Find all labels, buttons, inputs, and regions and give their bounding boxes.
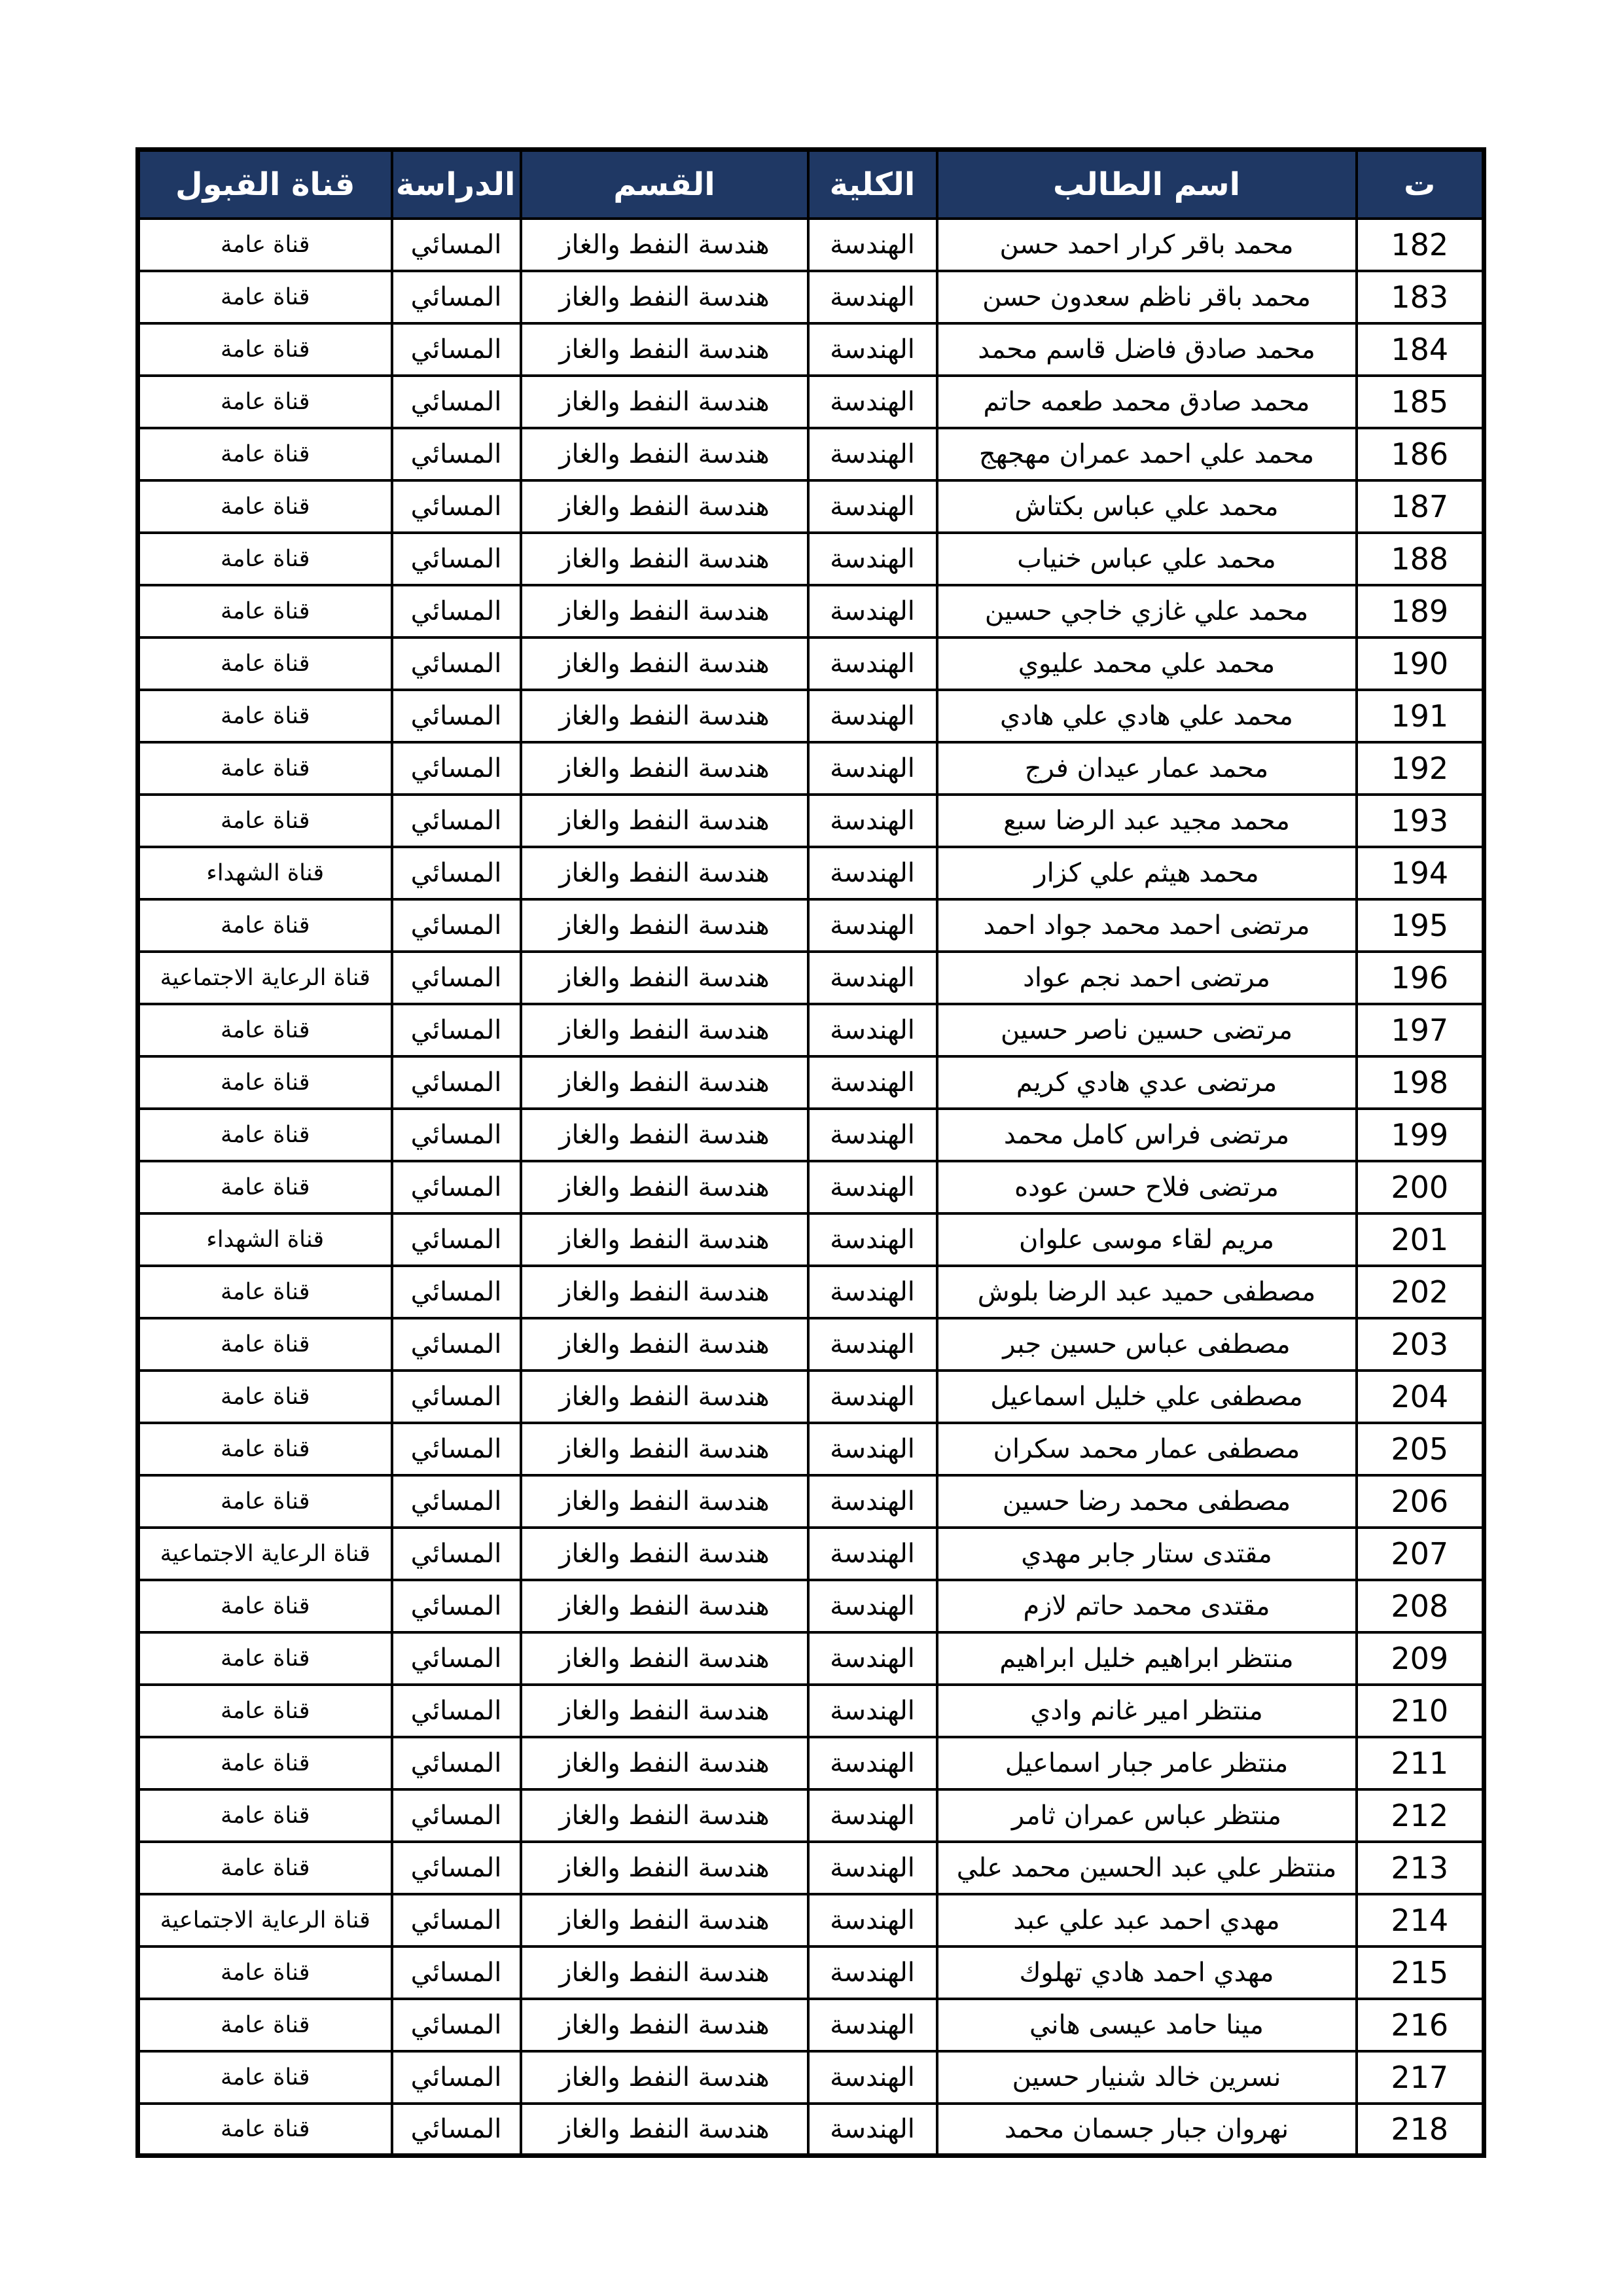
cell-admission-channel: قناة عامة [138, 1004, 392, 1056]
cell-department: هندسة النفط والغاز [521, 1580, 808, 1632]
cell-admission-channel: قناة عامة [138, 1371, 392, 1423]
cell-serial: 204 [1357, 1371, 1484, 1423]
cell-serial: 186 [1357, 428, 1484, 480]
cell-study-type: المسائي [392, 1894, 521, 1946]
cell-serial: 218 [1357, 2104, 1484, 2156]
cell-study-type: المسائي [392, 533, 521, 585]
cell-department: هندسة النفط والغاز [521, 899, 808, 952]
cell-student-name: مرتضى احمد نجم عواد [937, 952, 1357, 1004]
table-row [138, 1528, 1484, 1580]
cell-study-type: المسائي [392, 1266, 521, 1318]
header-cell-admission-channel: قناة القبول [138, 150, 392, 219]
cell-student-name: محمد عمار عيدان فرج [937, 742, 1357, 795]
cell-study-type: المسائي [392, 1737, 521, 1789]
cell-department: هندسة النفط والغاز [521, 2051, 808, 2104]
cell-admission-channel: قناة عامة [138, 1580, 392, 1632]
cell-student-name: محمد علي عباس خنياب [937, 533, 1357, 585]
table-row [138, 1632, 1484, 1685]
cell-college: الهندسة [808, 428, 937, 480]
table-header-row [138, 150, 1484, 219]
cell-serial: 185 [1357, 376, 1484, 428]
cell-department: هندسة النفط والغاز [521, 219, 808, 271]
cell-admission-channel: قناة عامة [138, 899, 392, 952]
cell-serial: 183 [1357, 271, 1484, 323]
cell-serial: 198 [1357, 1056, 1484, 1109]
cell-student-name: محمد علي احمد عمران مهجهج [937, 428, 1357, 480]
cell-department: هندسة النفط والغاز [521, 690, 808, 742]
cell-serial: 203 [1357, 1318, 1484, 1371]
cell-study-type: المسائي [392, 1213, 521, 1266]
cell-student-name: مريم لقاء موسى علوان [937, 1213, 1357, 1266]
table-row [138, 1946, 1484, 1999]
table-row [138, 1894, 1484, 1946]
cell-serial: 194 [1357, 847, 1484, 899]
cell-college: الهندسة [808, 1109, 937, 1161]
table-row [138, 271, 1484, 323]
cell-serial: 207 [1357, 1528, 1484, 1580]
cell-study-type: المسائي [392, 1580, 521, 1632]
cell-serial: 205 [1357, 1423, 1484, 1475]
cell-department: هندسة النفط والغاز [521, 1109, 808, 1161]
cell-college: الهندسة [808, 1266, 937, 1318]
cell-study-type: المسائي [392, 1632, 521, 1685]
cell-study-type: المسائي [392, 1109, 521, 1161]
cell-department: هندسة النفط والغاز [521, 1946, 808, 1999]
cell-study-type: المسائي [392, 2051, 521, 2104]
cell-study-type: المسائي [392, 376, 521, 428]
cell-college: الهندسة [808, 637, 937, 690]
cell-admission-channel: قناة عامة [138, 1056, 392, 1109]
cell-student-name: محمد هيثم علي كزار [937, 847, 1357, 899]
table-row [138, 847, 1484, 899]
cell-serial: 208 [1357, 1580, 1484, 1632]
cell-serial: 191 [1357, 690, 1484, 742]
cell-department: هندسة النفط والغاز [521, 1213, 808, 1266]
cell-admission-channel: قناة الرعاية الاجتماعية [138, 1528, 392, 1580]
students-table-body [138, 219, 1484, 2156]
students-table [135, 147, 1486, 2158]
cell-student-name: منتظر ابراهيم خليل ابراهيم [937, 1632, 1357, 1685]
cell-department: هندسة النفط والغاز [521, 1004, 808, 1056]
cell-admission-channel: قناة عامة [138, 428, 392, 480]
table-row [138, 1318, 1484, 1371]
table-row [138, 428, 1484, 480]
cell-college: الهندسة [808, 376, 937, 428]
cell-college: الهندسة [808, 1423, 937, 1475]
cell-admission-channel: قناة الشهداء [138, 1213, 392, 1266]
cell-college: الهندسة [808, 1999, 937, 2051]
cell-student-name: محمد صادق فاضل قاسم محمد [937, 323, 1357, 376]
cell-college: الهندسة [808, 2104, 937, 2156]
cell-study-type: المسائي [392, 480, 521, 533]
cell-serial: 189 [1357, 585, 1484, 637]
cell-department: هندسة النفط والغاز [521, 1632, 808, 1685]
table-row [138, 1004, 1484, 1056]
cell-department: هندسة النفط والغاز [521, 1475, 808, 1528]
cell-admission-channel: قناة عامة [138, 1737, 392, 1789]
cell-department: هندسة النفط والغاز [521, 1999, 808, 2051]
cell-student-name: محمد صادق محمد طعمه حاتم [937, 376, 1357, 428]
table-row [138, 480, 1484, 533]
table-row [138, 1423, 1484, 1475]
cell-admission-channel: قناة عامة [138, 1109, 392, 1161]
cell-study-type: المسائي [392, 1789, 521, 1842]
cell-serial: 192 [1357, 742, 1484, 795]
table-row [138, 533, 1484, 585]
table-row [138, 1789, 1484, 1842]
cell-serial: 182 [1357, 219, 1484, 271]
cell-study-type: المسائي [392, 271, 521, 323]
table-row [138, 376, 1484, 428]
cell-study-type: المسائي [392, 952, 521, 1004]
cell-college: الهندسة [808, 1842, 937, 1894]
cell-serial: 217 [1357, 2051, 1484, 2104]
header-cell-study: الدراسة [392, 150, 521, 219]
cell-admission-channel: قناة عامة [138, 690, 392, 742]
cell-admission-channel: قناة عامة [138, 1475, 392, 1528]
cell-student-name: مصطفى محمد رضا حسين [937, 1475, 1357, 1528]
cell-college: الهندسة [808, 1789, 937, 1842]
cell-serial: 202 [1357, 1266, 1484, 1318]
cell-admission-channel: قناة عامة [138, 1266, 392, 1318]
cell-study-type: المسائي [392, 1423, 521, 1475]
cell-serial: 193 [1357, 795, 1484, 847]
table-row [138, 1371, 1484, 1423]
cell-study-type: المسائي [392, 1371, 521, 1423]
cell-study-type: المسائي [392, 1161, 521, 1213]
cell-study-type: المسائي [392, 1528, 521, 1580]
table-row [138, 1685, 1484, 1737]
cell-department: هندسة النفط والغاز [521, 1423, 808, 1475]
cell-student-name: مهدي احمد هادي تهلوك [937, 1946, 1357, 1999]
cell-student-name: مصطفى حميد عبد الرضا بلوش [937, 1266, 1357, 1318]
cell-study-type: المسائي [392, 585, 521, 637]
cell-admission-channel: قناة عامة [138, 376, 392, 428]
cell-college: الهندسة [808, 271, 937, 323]
cell-admission-channel: قناة عامة [138, 1318, 392, 1371]
cell-department: هندسة النفط والغاز [521, 428, 808, 480]
cell-college: الهندسة [808, 1056, 937, 1109]
cell-admission-channel: قناة عامة [138, 1423, 392, 1475]
cell-study-type: المسائي [392, 1056, 521, 1109]
cell-student-name: محمد باقر ناظم سعدون حسن [937, 271, 1357, 323]
table-row [138, 690, 1484, 742]
cell-department: هندسة النفط والغاز [521, 1266, 808, 1318]
cell-study-type: المسائي [392, 847, 521, 899]
cell-serial: 209 [1357, 1632, 1484, 1685]
cell-student-name: محمد علي هادي علي هادي [937, 690, 1357, 742]
table-row [138, 2051, 1484, 2104]
cell-admission-channel: قناة الرعاية الاجتماعية [138, 1894, 392, 1946]
cell-student-name: نسرين خالد شنيار حسين [937, 2051, 1357, 2104]
cell-admission-channel: قناة عامة [138, 1999, 392, 2051]
cell-admission-channel: قناة عامة [138, 1946, 392, 1999]
cell-study-type: المسائي [392, 690, 521, 742]
cell-serial: 215 [1357, 1946, 1484, 1999]
cell-study-type: المسائي [392, 742, 521, 795]
cell-serial: 206 [1357, 1475, 1484, 1528]
cell-student-name: مقتدى ستار جابر مهدي [937, 1528, 1357, 1580]
cell-college: الهندسة [808, 480, 937, 533]
cell-department: هندسة النفط والغاز [521, 742, 808, 795]
cell-student-name: محمد علي غازي خاجي حسين [937, 585, 1357, 637]
cell-department: هندسة النفط والغاز [521, 1528, 808, 1580]
cell-serial: 211 [1357, 1737, 1484, 1789]
table-row [138, 219, 1484, 271]
cell-college: الهندسة [808, 1004, 937, 1056]
cell-admission-channel: قناة عامة [138, 1842, 392, 1894]
cell-student-name: مصطفى عمار محمد سكران [937, 1423, 1357, 1475]
table-row [138, 952, 1484, 1004]
cell-student-name: منتظر امير غانم وادي [937, 1685, 1357, 1737]
table-row [138, 1056, 1484, 1109]
cell-college: الهندسة [808, 2051, 937, 2104]
cell-admission-channel: قناة عامة [138, 585, 392, 637]
cell-college: الهندسة [808, 1528, 937, 1580]
cell-college: الهندسة [808, 1894, 937, 1946]
cell-serial: 188 [1357, 533, 1484, 585]
cell-serial: 190 [1357, 637, 1484, 690]
table-row [138, 1161, 1484, 1213]
cell-department: هندسة النفط والغاز [521, 952, 808, 1004]
cell-college: الهندسة [808, 1685, 937, 1737]
cell-college: الهندسة [808, 1946, 937, 1999]
cell-college: الهندسة [808, 1318, 937, 1371]
cell-serial: 184 [1357, 323, 1484, 376]
header-cell-student-name: اسم الطالب [937, 150, 1357, 219]
cell-student-name: مصطفى عباس حسين جبر [937, 1318, 1357, 1371]
cell-serial: 213 [1357, 1842, 1484, 1894]
cell-serial: 200 [1357, 1161, 1484, 1213]
cell-student-name: مرتضى حسين ناصر حسين [937, 1004, 1357, 1056]
table-row [138, 637, 1484, 690]
cell-student-name: مرتضى فراس كامل محمد [937, 1109, 1357, 1161]
cell-department: هندسة النفط والغاز [521, 1789, 808, 1842]
cell-college: الهندسة [808, 1737, 937, 1789]
cell-college: الهندسة [808, 690, 937, 742]
table-row [138, 1213, 1484, 1266]
cell-student-name: نهروان جبار جسمان محمد [937, 2104, 1357, 2156]
cell-student-name: منتظر عامر جبار اسماعيل [937, 1737, 1357, 1789]
cell-study-type: المسائي [392, 428, 521, 480]
cell-study-type: المسائي [392, 2104, 521, 2156]
cell-admission-channel: قناة عامة [138, 323, 392, 376]
cell-department: هندسة النفط والغاز [521, 585, 808, 637]
cell-admission-channel: قناة عامة [138, 637, 392, 690]
cell-study-type: المسائي [392, 899, 521, 952]
cell-study-type: المسائي [392, 795, 521, 847]
cell-college: الهندسة [808, 795, 937, 847]
cell-serial: 196 [1357, 952, 1484, 1004]
cell-student-name: منتظر عباس عمران ثامر [937, 1789, 1357, 1842]
cell-serial: 214 [1357, 1894, 1484, 1946]
cell-college: الهندسة [808, 219, 937, 271]
cell-student-name: مرتضى عدي هادي كريم [937, 1056, 1357, 1109]
cell-serial: 187 [1357, 480, 1484, 533]
cell-admission-channel: قناة عامة [138, 480, 392, 533]
table-row [138, 1580, 1484, 1632]
cell-study-type: المسائي [392, 1946, 521, 1999]
cell-college: الهندسة [808, 323, 937, 376]
cell-student-name: مهدي احمد عبد علي عبد [937, 1894, 1357, 1946]
table-row [138, 1109, 1484, 1161]
cell-department: هندسة النفط والغاز [521, 1318, 808, 1371]
table-row [138, 795, 1484, 847]
table-row [138, 1737, 1484, 1789]
cell-study-type: المسائي [392, 1004, 521, 1056]
cell-college: الهندسة [808, 1213, 937, 1266]
cell-admission-channel: قناة عامة [138, 1685, 392, 1737]
cell-college: الهندسة [808, 1161, 937, 1213]
header-cell-department: القسم [521, 150, 808, 219]
header-cell-serial: ت [1357, 150, 1484, 219]
table-row [138, 1475, 1484, 1528]
cell-department: هندسة النفط والغاز [521, 847, 808, 899]
table-row [138, 1999, 1484, 2051]
cell-department: هندسة النفط والغاز [521, 533, 808, 585]
cell-department: هندسة النفط والغاز [521, 1161, 808, 1213]
cell-admission-channel: قناة الرعاية الاجتماعية [138, 952, 392, 1004]
cell-student-name: مصطفى علي خليل اسماعيل [937, 1371, 1357, 1423]
cell-student-name: منتظر علي عبد الحسين محمد علي [937, 1842, 1357, 1894]
table-row [138, 585, 1484, 637]
cell-college: الهندسة [808, 847, 937, 899]
cell-admission-channel: قناة عامة [138, 1789, 392, 1842]
cell-department: هندسة النفط والغاز [521, 1737, 808, 1789]
table-row [138, 2104, 1484, 2156]
cell-department: هندسة النفط والغاز [521, 2104, 808, 2156]
cell-student-name: مرتضى فلاح حسن عوده [937, 1161, 1357, 1213]
cell-study-type: المسائي [392, 219, 521, 271]
cell-department: هندسة النفط والغاز [521, 323, 808, 376]
cell-college: الهندسة [808, 585, 937, 637]
cell-admission-channel: قناة عامة [138, 271, 392, 323]
cell-admission-channel: قناة عامة [138, 1632, 392, 1685]
table-row [138, 1842, 1484, 1894]
cell-study-type: المسائي [392, 1318, 521, 1371]
cell-department: هندسة النفط والغاز [521, 480, 808, 533]
cell-department: هندسة النفط والغاز [521, 1371, 808, 1423]
cell-department: هندسة النفط والغاز [521, 795, 808, 847]
cell-department: هندسة النفط والغاز [521, 376, 808, 428]
cell-admission-channel: قناة عامة [138, 533, 392, 585]
cell-college: الهندسة [808, 1475, 937, 1528]
cell-serial: 210 [1357, 1685, 1484, 1737]
cell-admission-channel: قناة عامة [138, 795, 392, 847]
header-cell-college: الكلية [808, 150, 937, 219]
cell-department: هندسة النفط والغاز [521, 1056, 808, 1109]
cell-college: الهندسة [808, 1371, 937, 1423]
cell-study-type: المسائي [392, 637, 521, 690]
cell-student-name: محمد علي عباس بكتاش [937, 480, 1357, 533]
cell-serial: 197 [1357, 1004, 1484, 1056]
cell-college: الهندسة [808, 533, 937, 585]
table-row [138, 899, 1484, 952]
cell-serial: 212 [1357, 1789, 1484, 1842]
cell-student-name: مرتضى احمد محمد جواد احمد [937, 899, 1357, 952]
cell-study-type: المسائي [392, 1999, 521, 2051]
cell-student-name: محمد باقر كرار احمد حسن [937, 219, 1357, 271]
cell-serial: 216 [1357, 1999, 1484, 2051]
cell-admission-channel: قناة عامة [138, 219, 392, 271]
cell-college: الهندسة [808, 1632, 937, 1685]
table-row [138, 323, 1484, 376]
cell-college: الهندسة [808, 952, 937, 1004]
cell-serial: 195 [1357, 899, 1484, 952]
cell-admission-channel: قناة عامة [138, 2051, 392, 2104]
cell-admission-channel: قناة عامة [138, 742, 392, 795]
cell-admission-channel: قناة عامة [138, 2104, 392, 2156]
cell-college: الهندسة [808, 899, 937, 952]
table-row [138, 1266, 1484, 1318]
cell-study-type: المسائي [392, 323, 521, 376]
cell-department: هندسة النفط والغاز [521, 1685, 808, 1737]
cell-study-type: المسائي [392, 1842, 521, 1894]
cell-serial: 199 [1357, 1109, 1484, 1161]
table-row [138, 742, 1484, 795]
cell-student-name: محمد مجيد عبد الرضا سبع [937, 795, 1357, 847]
cell-department: هندسة النفط والغاز [521, 637, 808, 690]
cell-department: هندسة النفط والغاز [521, 1894, 808, 1946]
cell-admission-channel: قناة عامة [138, 1161, 392, 1213]
cell-study-type: المسائي [392, 1685, 521, 1737]
cell-department: هندسة النفط والغاز [521, 1842, 808, 1894]
cell-admission-channel: قناة الشهداء [138, 847, 392, 899]
cell-college: الهندسة [808, 1580, 937, 1632]
cell-department: هندسة النفط والغاز [521, 271, 808, 323]
cell-student-name: مينا حامد عيسى هاني [937, 1999, 1357, 2051]
cell-study-type: المسائي [392, 1475, 521, 1528]
cell-student-name: مقتدى محمد حاتم لازم [937, 1580, 1357, 1632]
cell-student-name: محمد علي محمد عليوي [937, 637, 1357, 690]
cell-serial: 201 [1357, 1213, 1484, 1266]
cell-college: الهندسة [808, 742, 937, 795]
